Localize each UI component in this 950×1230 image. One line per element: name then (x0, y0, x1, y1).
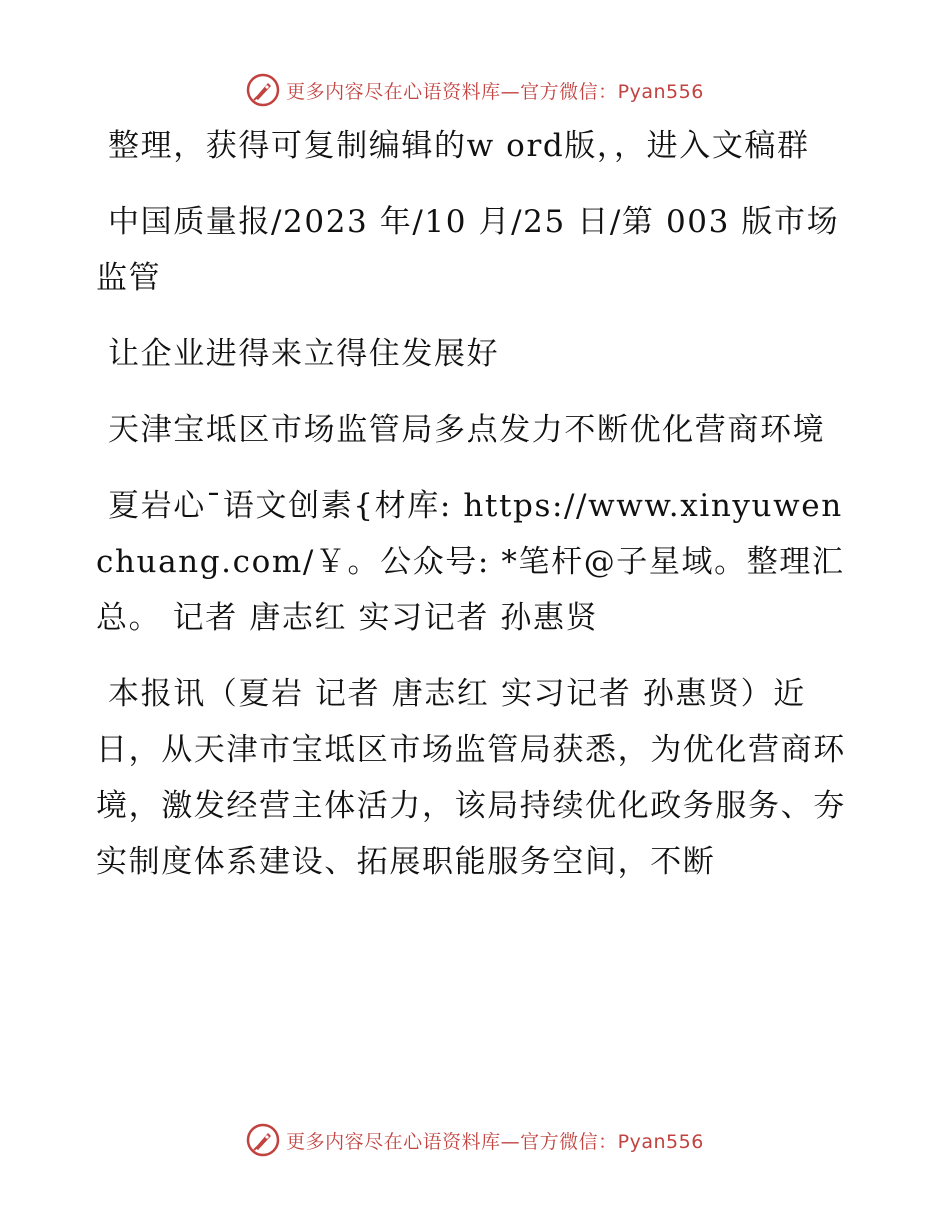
body-paragraph: 本报讯（夏岩 记者 唐志红 实习记者 孙惠贤）近日，从天津市宝坻区市场监管局获悉，为优化营商环境，激发经营主体活力，该局持续优化政务服务、夯实制度体系建设、拓展职能服务空间，不断 (96, 676, 846, 880)
intro-paragraph: 整理，获得可复制编辑的w ord版，，进入文稿群 (108, 128, 810, 164)
article-title: 让企业进得来立得住发展好 (108, 336, 500, 372)
article-subtitle: 天津宝坻区市场监管局多点发力不断优化营商环境 (108, 412, 826, 448)
document-body (96, 118, 856, 910)
header-banner (0, 70, 950, 110)
source-line: 中国质量报/2023 年/10 月/25 日/第 003 版市场监管 (96, 204, 840, 296)
footer-banner (0, 1120, 950, 1160)
banner-text: 更多内容尽在心语资料库—官方微信：Pyan556 (286, 1130, 704, 1153)
byline-paragraph: 夏岩心¯语文创素{材库: https://www.xinyuwenchuang.com/￥。公众号: *笔杆@子星域。整理汇总。 记者 唐志红 实习记者 孙惠贤 (96, 488, 845, 636)
pen-logo-icon (246, 1123, 280, 1157)
pen-logo-icon (246, 73, 280, 107)
banner-text: 更多内容尽在心语资料库—官方微信：Pyan556 (286, 80, 704, 103)
